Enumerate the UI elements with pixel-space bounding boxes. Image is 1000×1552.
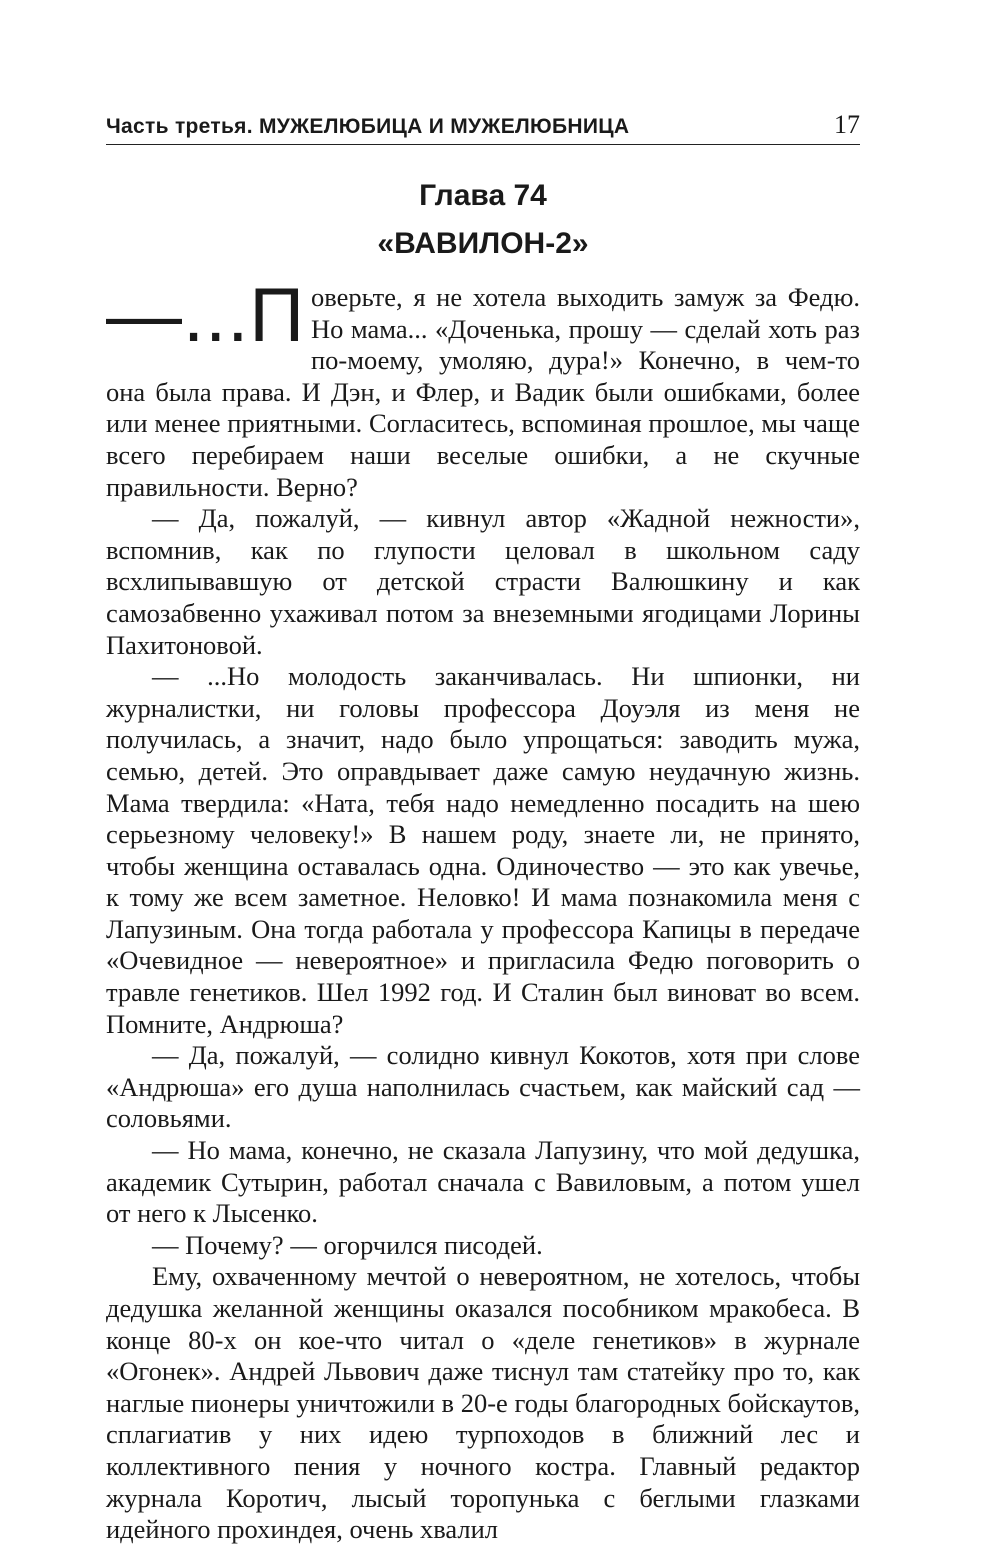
body-text (106, 273, 860, 1546)
running-title: Часть третья. МУЖЕЛЮБИЦА И МУЖЕЛЮБНИЦА (106, 115, 630, 138)
chapter-title: «ВАВИЛОН-2» (377, 227, 589, 260)
paragraph: Ему, охваченному мечтой о невероятном, не хотелось, чтобы дедушка желанной женщины оказался пособником мракобеса. В конце 80-х он кое-что читал о «деле генетиков» в журнале «Огонек». Андрей Львович даже тиснул там статейку про то, как наглые пионеры уничтожили в 20-е годы благородных бойскаутов, сплагиатив у них идею турпоходов в ближний лес и коллективного пения у ночного костра. Главный редактор журнала Коротич, лысый торопунька с беглыми глазками идейного прохиндея, очень хвалил (106, 1261, 860, 1545)
chapter-number: Глава 74 (419, 179, 547, 212)
paragraph: — ...Но молодость заканчивалась. Ни шпионки, ни журналистки, ни головы профессора Доуэля из меня не получилась, а значит, надо было упрощаться: заводить мужа, семью, детей. Это оправдывает даже самую неудачную жизнь. Мама твердила: «Ната, тебя надо немедленно посадить на шею серьезному человеку!» В нашем роду, знаете ли, не принято, чтобы женщина оставалась одна. Одиночество — это как увечье, к тому же всем заметное. Неловко! И мама познакомила меня с Лапузиным. Она тогда работала у профессора Капицы в передаче «Очевидное — невероятное» и пригласила Федю поговорить о травле генетиков. Шел 1992 год. И Сталин был виноват во всем. Помните, Андрюша? (106, 661, 860, 1039)
paragraph: — Но мама, конечно, не сказала Лапузину, что мой дедушка, академик Сутырин, работал сначала с Вавиловым, а потом ушел от него к Лысенко. (106, 1135, 860, 1229)
chapter-heading (106, 172, 860, 268)
paragraph: — Почему? — огорчился писодей. (152, 1229, 543, 1260)
paragraph: — Да, пожалуй, — солидно кивнул Кокотов, хотя при слове «Андрюша» его душа наполнилась счастьем, как майский сад — соловьями. (106, 1040, 860, 1134)
page-number: 17 (834, 110, 860, 139)
paragraph: — Да, пожалуй, — кивнул автор «Жадной нежности», вспомнив, как по глупости целовал в школьном саду всхлипывавшую от детской страсти Валюшкину и как самозабвенно ухаживал потом за внеземными ягодицами Лорины Пахитоновой. (106, 503, 860, 660)
paragraph (106, 273, 860, 503)
running-header (106, 110, 860, 145)
drop-cap: —...П (106, 273, 305, 358)
paragraph-text: оверьте, я не хотела выходить замуж за Федю. Но мама... «Доченька, прошу — сделай хоть раз по-моему, умоляю, дура!» Конечно, в чем-то она была права. И Дэн, и Флер, и Вадик были ошибками, более или менее приятными. Согласитесь, вспоминая прошлое, мы чаще всего перебираем наши веселые ошибки, а не скучные правильности. Верно? (106, 282, 860, 502)
